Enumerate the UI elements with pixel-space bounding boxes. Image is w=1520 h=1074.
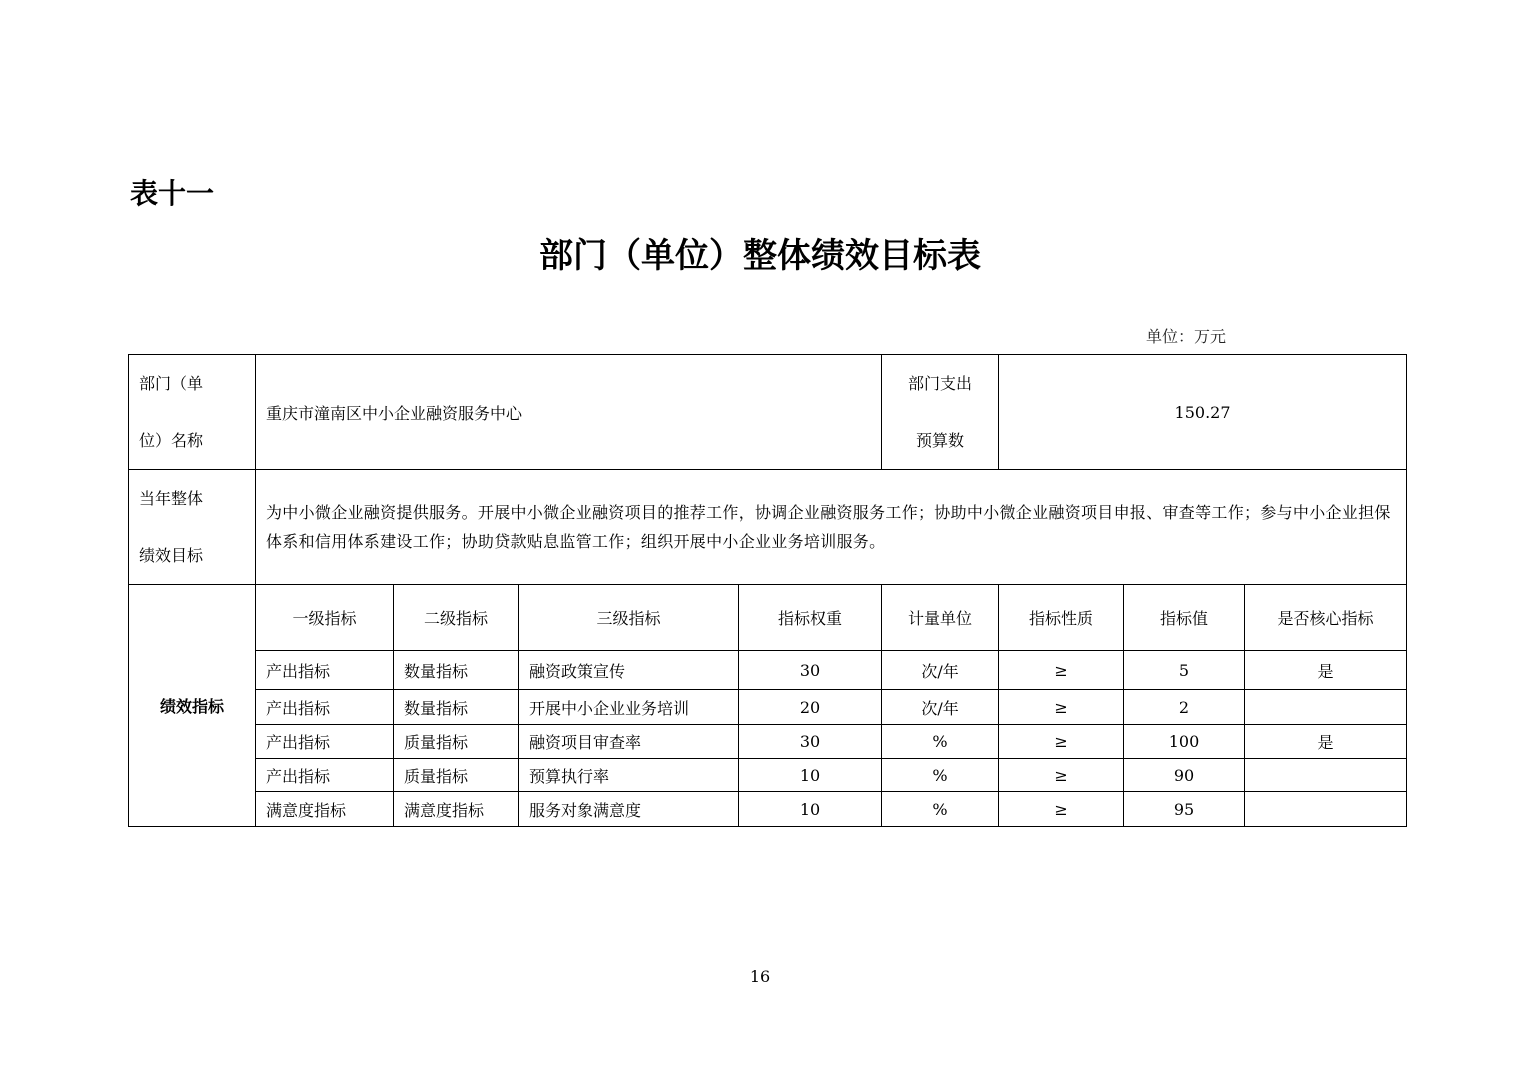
cell-core: 是 <box>1245 651 1407 690</box>
cell-unit: % <box>882 759 999 792</box>
dept-name-label: 部门（单 位）名称 <box>129 355 256 470</box>
cell-level3: 融资政策宣传 <box>519 651 739 690</box>
header-value: 指标值 <box>1124 585 1245 651</box>
cell-core <box>1245 792 1407 827</box>
cell-level2: 质量指标 <box>394 759 519 792</box>
table-row <box>129 690 1407 725</box>
cell-weight: 10 <box>739 759 882 792</box>
cell-unit: 次/年 <box>882 651 999 690</box>
cell-level2: 满意度指标 <box>394 792 519 827</box>
header-level1: 一级指标 <box>256 585 394 651</box>
unit-note: 单位：万元 <box>1146 327 1227 346</box>
indicators-section-label: 绩效指标 <box>129 585 256 827</box>
cell-weight: 30 <box>739 651 882 690</box>
dept-budget-amount: 150.27 <box>999 355 1407 470</box>
cell-value: 2 <box>1124 690 1245 725</box>
cell-weight: 10 <box>739 792 882 827</box>
header-nature: 指标性质 <box>999 585 1124 651</box>
cell-level2: 数量指标 <box>394 651 519 690</box>
table-row <box>129 759 1407 792</box>
dept-row <box>129 355 1407 470</box>
cell-level3: 预算执行率 <box>519 759 739 792</box>
document-title: 部门（单位）整体绩效目标表 <box>539 236 981 276</box>
cell-value: 5 <box>1124 651 1245 690</box>
table-number: 表十一 <box>130 177 215 210</box>
cell-weight: 30 <box>739 725 882 759</box>
cell-level3: 服务对象满意度 <box>519 792 739 827</box>
performance-target-table <box>128 354 1407 827</box>
cell-unit: % <box>882 725 999 759</box>
goal-text: 为中小微企业融资提供服务。开展中小微企业融资项目的推荐工作，协调企业融资服务工作；协助中小微企业融资项目申报、审查等工作；参与中小企业担保体系和信用体系建设工作；协助贷款贴息监管工作；组织开展中小企业业务培训服务。 <box>256 470 1407 585</box>
dept-name: 重庆市潼南区中小企业融资服务中心 <box>256 355 882 470</box>
cell-nature: ≥ <box>999 690 1124 725</box>
table-row <box>129 651 1407 690</box>
header-weight: 指标权重 <box>739 585 882 651</box>
cell-nature: ≥ <box>999 651 1124 690</box>
goal-label: 当年整体 绩效目标 <box>129 470 256 585</box>
table-row <box>129 792 1407 827</box>
header-core: 是否核心指标 <box>1245 585 1407 651</box>
dept-budget-label: 部门支出 预算数 <box>882 355 999 470</box>
cell-nature: ≥ <box>999 759 1124 792</box>
cell-level1: 产出指标 <box>256 759 394 792</box>
cell-level1: 满意度指标 <box>256 792 394 827</box>
cell-value: 100 <box>1124 725 1245 759</box>
cell-level3: 融资项目审查率 <box>519 725 739 759</box>
cell-unit: 次/年 <box>882 690 999 725</box>
cell-nature: ≥ <box>999 725 1124 759</box>
indicator-header-row <box>129 585 1407 651</box>
cell-unit: % <box>882 792 999 827</box>
page-number: 16 <box>749 967 771 986</box>
cell-level1: 产出指标 <box>256 690 394 725</box>
cell-nature: ≥ <box>999 792 1124 827</box>
cell-level1: 产出指标 <box>256 725 394 759</box>
table-row <box>129 725 1407 759</box>
header-level2: 二级指标 <box>394 585 519 651</box>
cell-core <box>1245 759 1407 792</box>
cell-weight: 20 <box>739 690 882 725</box>
cell-core: 是 <box>1245 725 1407 759</box>
header-level3: 三级指标 <box>519 585 739 651</box>
cell-level2: 数量指标 <box>394 690 519 725</box>
goal-row <box>129 470 1407 585</box>
cell-core <box>1245 690 1407 725</box>
cell-level1: 产出指标 <box>256 651 394 690</box>
cell-value: 90 <box>1124 759 1245 792</box>
cell-level2: 质量指标 <box>394 725 519 759</box>
header-unit: 计量单位 <box>882 585 999 651</box>
cell-value: 95 <box>1124 792 1245 827</box>
cell-level3: 开展中小企业业务培训 <box>519 690 739 725</box>
